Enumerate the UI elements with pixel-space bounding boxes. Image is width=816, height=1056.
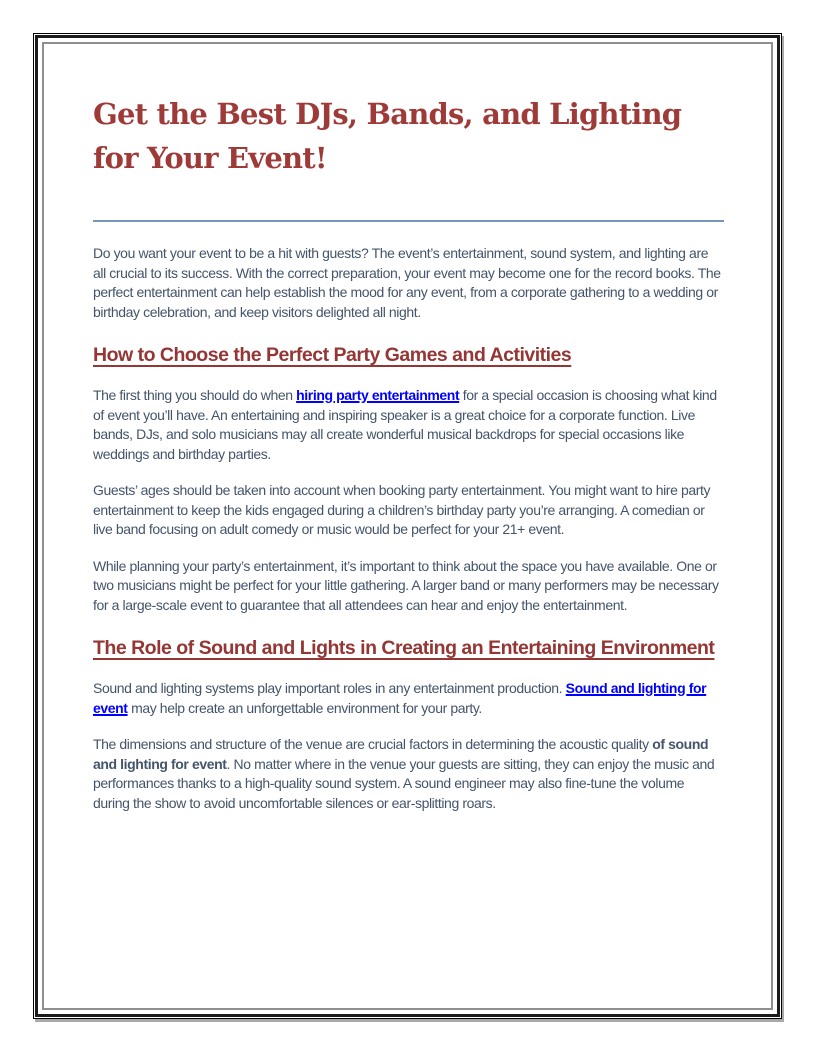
body-paragraph — [93, 244, 724, 322]
inline-link[interactable]: hiring party entertainment — [296, 387, 460, 403]
body-paragraph — [93, 735, 724, 813]
body-paragraph — [93, 386, 724, 464]
text-run: Guests’ ages should be taken into account when booking party entertainment. You might want to hire party entertainment to keep the kids engaged during a children’s birthday party you’re arranging. A comedian or live band focusing on adult comedy or music would be perfect for your 21+ event. — [93, 482, 711, 537]
text-run: . No matter where in the venue your guests are sitting, they can enjoy the music and performances thanks to a high-quality sound system. A sound engineer may also fine-tune the volume during the show to avoid uncomfortable silences or ear-splitting roars. — [93, 755, 715, 811]
document-content — [44, 44, 771, 1008]
page-border-frame-inner — [42, 42, 773, 1010]
text-run: Sound and lighting systems play important roles in any entertainment production. — [93, 680, 566, 696]
text-run: The dimensions and structure of the venue are crucial factors in determining the acoustic quality — [93, 736, 653, 752]
page-border-frame-mid — [35, 35, 780, 1017]
document-body — [93, 244, 724, 813]
document-title: Get the Best DJs, Bands, and Lighting for Your Event! — [93, 92, 724, 222]
section-heading: How to Choose the Perfect Party Games and Activities — [93, 344, 572, 366]
text-run: While planning your party’s entertainment, it’s important to think about the space you have available. One or two musicians might be perfect for your little gathering. A larger band or many performers may be necessary for a large-scale event to guarantee that all attendees can hear and enjoy the entertainment. — [93, 557, 719, 613]
text-run: for a special occasion is choosing what kind of event you’ll have. An entertaining and inspiring speaker is a great choice for a corporate function. Live bands, DJs, and solo musicians may all create wonderful musical backdrops for special occasions like weddings and birthday parties. — [93, 387, 717, 462]
body-paragraph — [93, 679, 724, 718]
text-run: Do you want your event to be a hit with guests? The event’s entertainment, sound system, and lighting are all crucial to its success. With the correct preparation, your event may become one for the record books. The perfect entertainment can help establish the mood for any event, from a corporate gathering to a wedding or birthday celebration, and keep visitors delighted all night. — [93, 245, 721, 320]
text-run: The first thing you should do when — [93, 387, 297, 403]
section-heading: The Role of Sound and Lights in Creating an Entertaining Environment — [93, 637, 715, 659]
bold-text: of sound and lighting for event — [93, 736, 709, 772]
body-paragraph — [93, 481, 724, 540]
page-border-frame — [33, 33, 782, 1019]
text-run: may help create an unforgettable environment for your party. — [127, 699, 482, 716]
body-paragraph — [93, 557, 724, 616]
inline-link[interactable]: Sound and lighting for event — [93, 680, 707, 716]
